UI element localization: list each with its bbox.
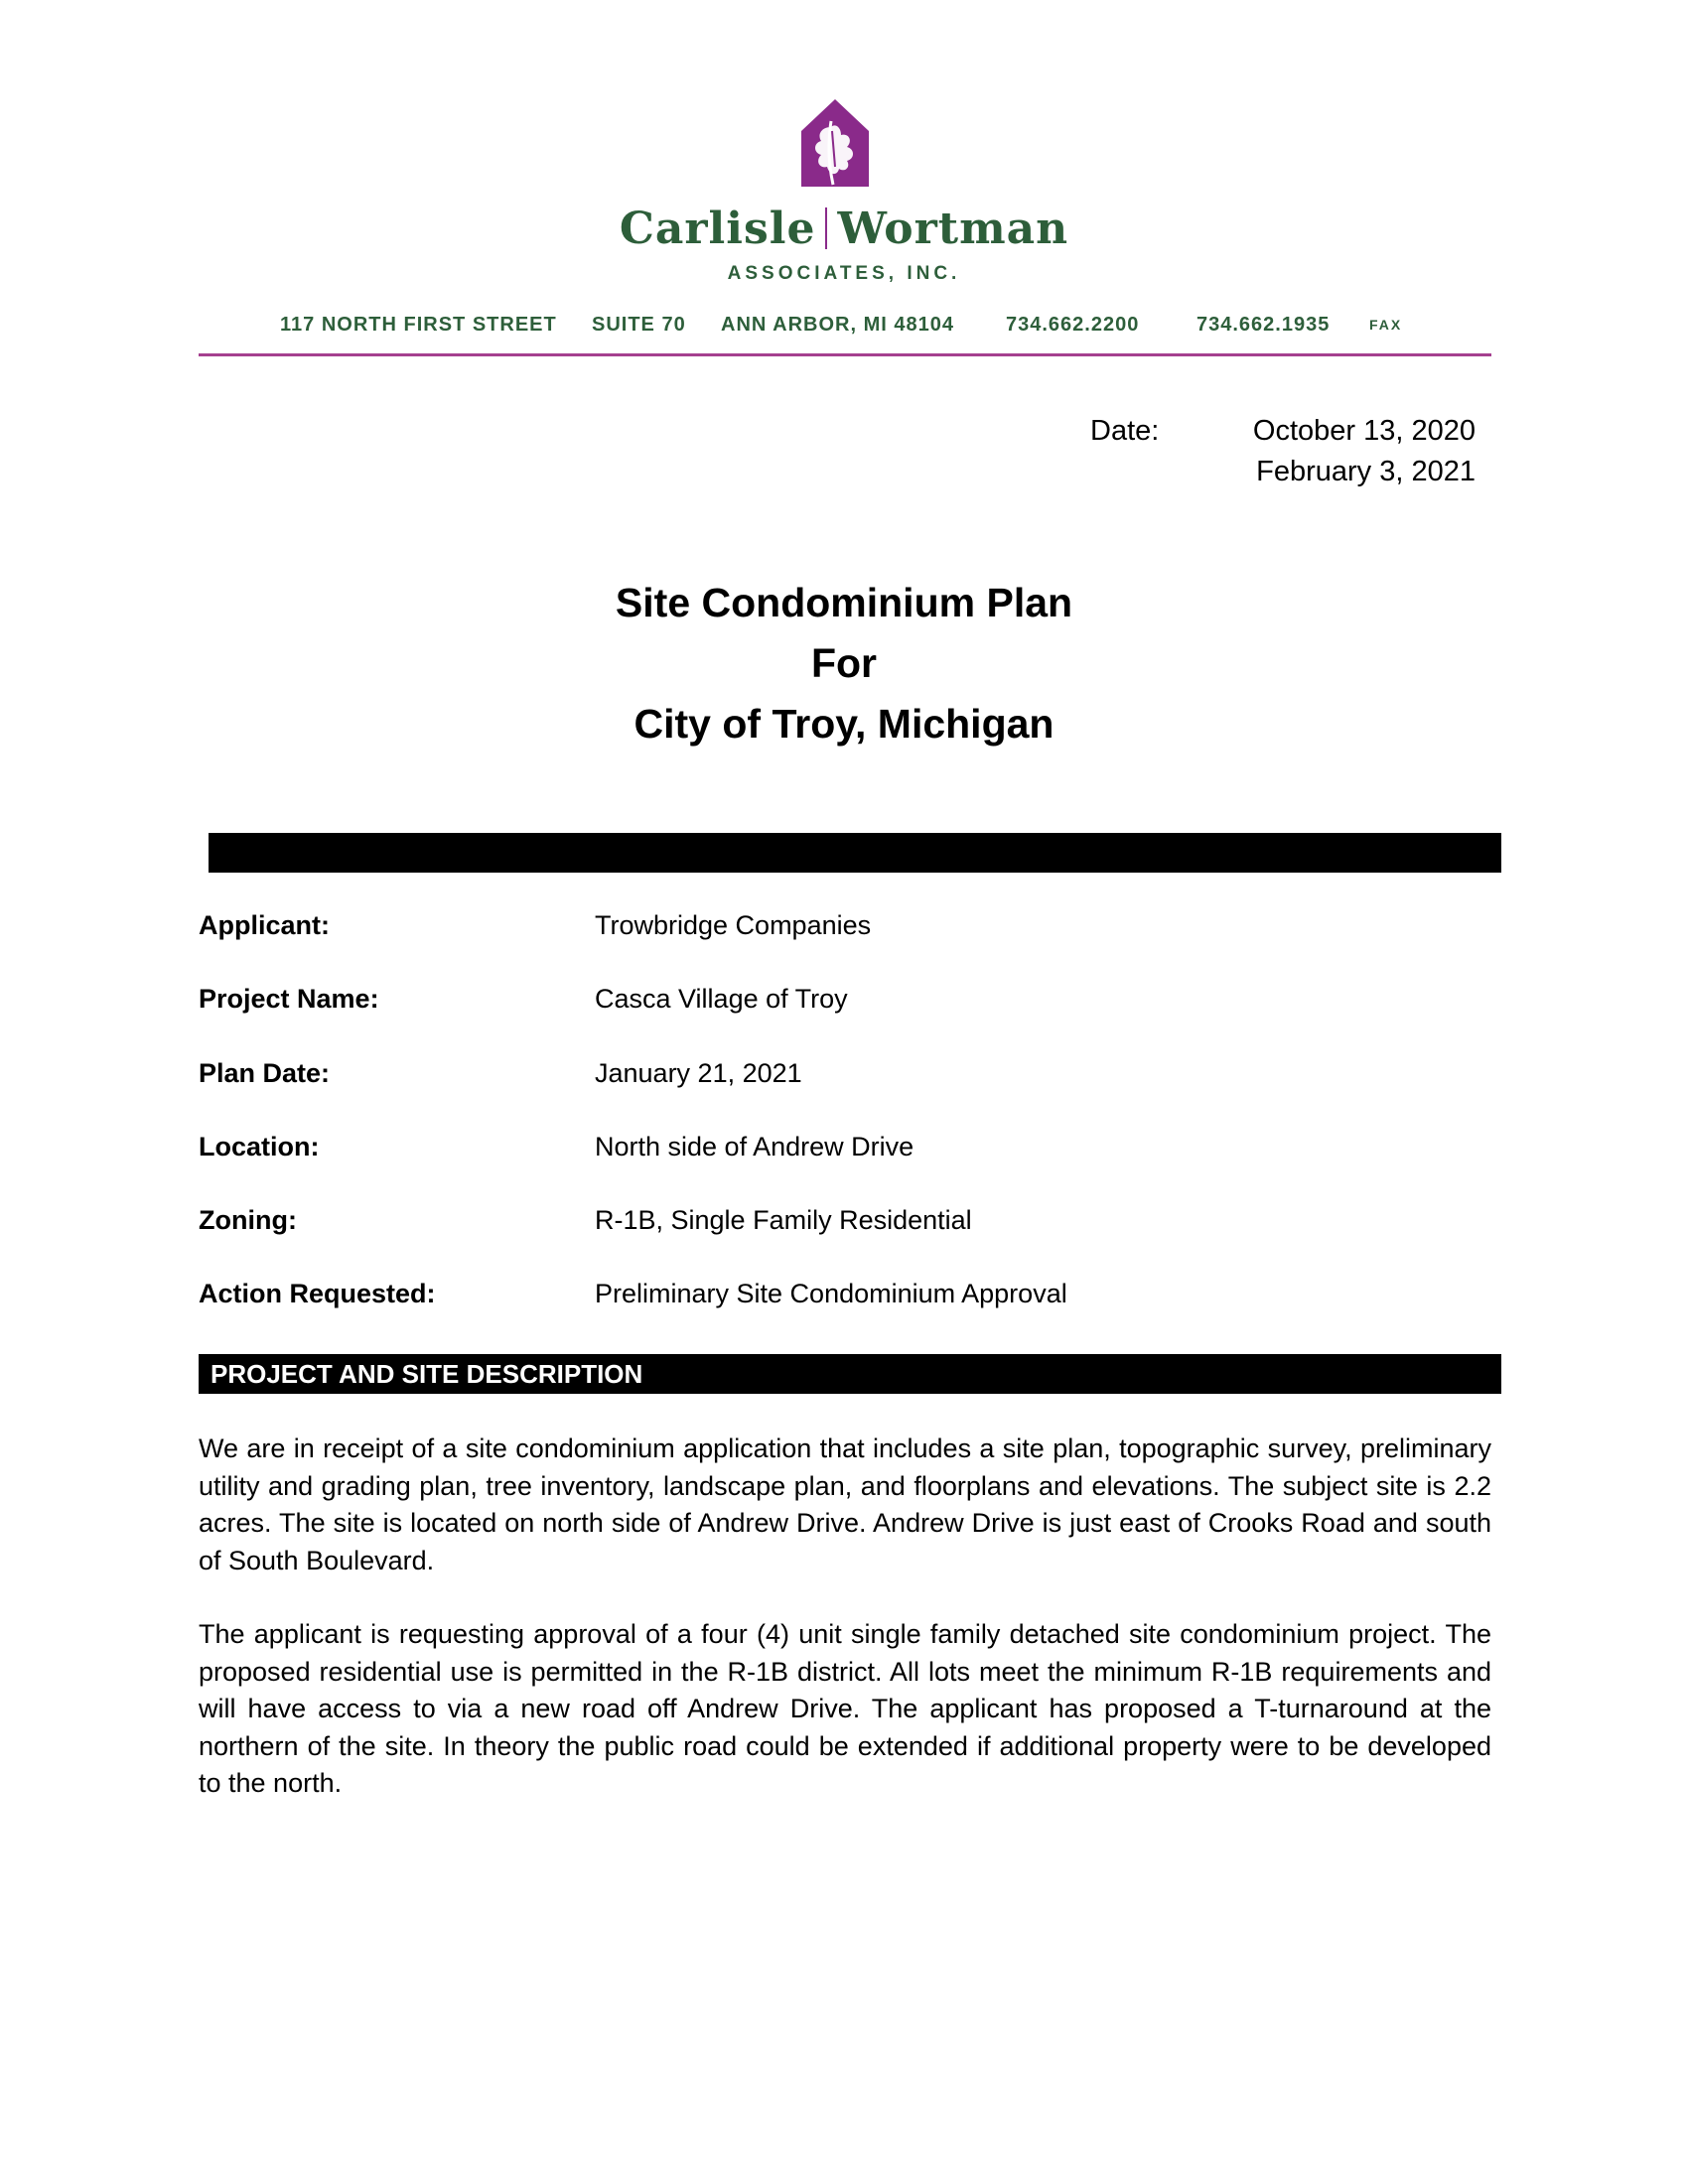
- title-divider-bar: [209, 833, 1501, 873]
- address-street: 117 NORTH FIRST STREET: [280, 314, 557, 336]
- address-suite: SUITE 70: [592, 314, 686, 336]
- address-fax-label: FAX: [1369, 317, 1403, 333]
- info-label-zoning: Zoning:: [199, 1205, 297, 1235]
- document-title-line: City of Troy, Michigan: [633, 701, 1055, 747]
- info-value-action-requested: Preliminary Site Condominium Approval: [595, 1279, 1067, 1308]
- date-value: February 3, 2021: [1256, 456, 1476, 487]
- info-label-plan-date: Plan Date:: [199, 1058, 331, 1088]
- document-title-line: Site Condominium Plan: [615, 580, 1073, 625]
- info-value-applicant: Trowbridge Companies: [595, 910, 872, 940]
- section-heading-bar: [199, 1354, 1501, 1394]
- section-heading: PROJECT AND SITE DESCRIPTION: [211, 1359, 643, 1389]
- info-value-project-name: Casca Village of Troy: [595, 984, 848, 1014]
- info-label-action-requested: Action Requested:: [199, 1279, 436, 1308]
- info-label-location: Location:: [199, 1132, 320, 1161]
- company-name-divider: [825, 207, 827, 249]
- date-value: October 13, 2020: [1252, 415, 1476, 447]
- body-paragraph: We are in receipt of a site condominium application that includes a site plan, topographic survey, preliminary utility and grading plan, tree inventory, landscape plan, and floorplans and elevations. The subject site is 2.2 acres. The site is located on north side of Andrew Drive. Andrew Drive is just east of Crooks Road and south of South Boulevard.: [199, 1433, 1491, 1575]
- oak-leaf-house-logo-icon: [799, 97, 871, 189]
- info-value-plan-date: January 21, 2021: [595, 1058, 802, 1088]
- info-value-zoning: R-1B, Single Family Residential: [595, 1205, 972, 1235]
- info-label-applicant: Applicant:: [199, 910, 330, 940]
- document-title-line: For: [810, 640, 878, 686]
- company-name-first: Carlisle: [619, 204, 816, 254]
- address-fax: 734.662.1935: [1196, 314, 1331, 336]
- address-phone: 734.662.2200: [1006, 314, 1140, 336]
- company-name-second: Wortman: [837, 204, 1069, 254]
- body-paragraph: The applicant is requesting approval of a four (4) unit single family detached site condominium project. The proposed residential use is permitted in the R-1B district. All lots meet the minimum R-1B requirements and will have access to via a new road off Andrew Drive. The applicant has proposed a T-turnaround at the northern of the site. In theory the public road could be extended if additional property were to be developed to the north.: [199, 1619, 1491, 1798]
- info-label-project-name: Project Name:: [199, 984, 379, 1014]
- company-subtitle: ASSOCIATES, INC.: [727, 263, 961, 284]
- letterhead-divider: [199, 353, 1491, 356]
- company-name: [0, 204, 1688, 254]
- info-value-location: North side of Andrew Drive: [595, 1132, 914, 1161]
- date-label: Date:: [1090, 415, 1160, 447]
- address-city: ANN ARBOR, MI 48104: [721, 314, 954, 336]
